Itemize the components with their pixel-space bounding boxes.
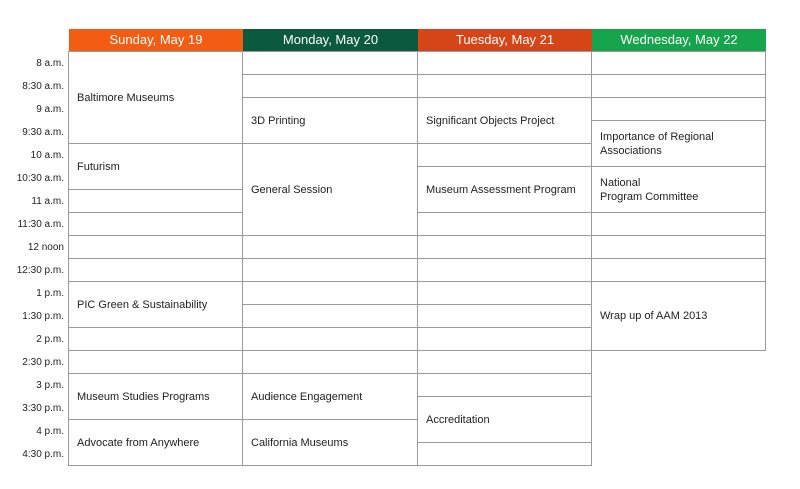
event-block[interactable] xyxy=(591,120,766,167)
event-title: Museum Assessment Program xyxy=(426,183,576,196)
empty-slot[interactable] xyxy=(591,74,766,98)
empty-slot[interactable] xyxy=(591,258,766,282)
time-label: 4:30 p.m. xyxy=(22,449,64,460)
time-label: 10:30 a.m. xyxy=(16,173,64,184)
event-block[interactable] xyxy=(242,373,418,420)
event-block[interactable] xyxy=(242,419,418,466)
event-title: PIC Green & Sustainability xyxy=(77,298,208,311)
empty-slot[interactable] xyxy=(242,51,418,75)
event-block[interactable] xyxy=(417,166,592,213)
empty-slot[interactable] xyxy=(417,281,592,305)
empty-slot[interactable] xyxy=(242,304,418,328)
empty-slot[interactable] xyxy=(417,235,592,259)
empty-slot[interactable] xyxy=(68,235,243,259)
day-header-4: Wednesday, May 22 xyxy=(592,29,766,51)
event-title: National Program Committee xyxy=(600,176,699,203)
empty-slot[interactable] xyxy=(591,97,766,121)
empty-slot[interactable] xyxy=(242,281,418,305)
time-label: 12 noon xyxy=(27,242,64,253)
event-title: 3D Printing xyxy=(251,114,306,127)
empty-slot[interactable] xyxy=(68,258,243,282)
empty-slot[interactable] xyxy=(417,350,592,374)
event-block[interactable] xyxy=(68,281,243,328)
time-label: 11 a.m. xyxy=(31,196,64,207)
event-block[interactable] xyxy=(68,51,243,144)
time-label: 3 p.m. xyxy=(36,380,64,391)
time-label: 9 a.m. xyxy=(36,104,64,115)
event-block[interactable] xyxy=(242,97,418,144)
time-label: 3:30 p.m. xyxy=(22,403,64,414)
empty-slot[interactable] xyxy=(591,51,766,75)
empty-slot[interactable] xyxy=(242,350,418,374)
empty-slot[interactable] xyxy=(68,350,243,374)
time-label: 1 p.m. xyxy=(36,288,64,299)
event-block[interactable] xyxy=(68,419,243,466)
empty-slot[interactable] xyxy=(417,304,592,328)
event-title: Baltimore Museums xyxy=(77,91,175,104)
empty-slot[interactable] xyxy=(68,327,243,351)
empty-slot[interactable] xyxy=(242,235,418,259)
time-label: 9:30 a.m. xyxy=(22,127,64,138)
event-title: California Museums xyxy=(251,436,349,449)
empty-slot[interactable] xyxy=(417,373,592,397)
empty-slot[interactable] xyxy=(591,212,766,236)
event-title: Advocate from Anywhere xyxy=(77,436,200,449)
event-title: Museum Studies Programs xyxy=(77,390,210,403)
empty-slot[interactable] xyxy=(417,143,592,167)
empty-slot[interactable] xyxy=(68,189,243,213)
event-block[interactable] xyxy=(242,143,418,236)
empty-slot[interactable] xyxy=(417,74,592,98)
event-title: Futurism xyxy=(77,160,120,173)
event-block[interactable] xyxy=(591,281,766,351)
day-header-2: Monday, May 20 xyxy=(243,29,418,51)
empty-slot[interactable] xyxy=(242,258,418,282)
time-label: 2:30 p.m. xyxy=(22,357,64,368)
empty-slot[interactable] xyxy=(417,258,592,282)
time-label: 1:30 p.m. xyxy=(22,311,64,322)
empty-slot[interactable] xyxy=(68,212,243,236)
event-title: Audience Engagement xyxy=(251,390,363,403)
empty-slot[interactable] xyxy=(591,235,766,259)
empty-slot[interactable] xyxy=(417,442,592,466)
event-title: Wrap up of AAM 2013 xyxy=(600,310,708,322)
time-label: 4 p.m. xyxy=(36,426,64,437)
day-header-3: Tuesday, May 21 xyxy=(418,29,592,51)
event-block[interactable] xyxy=(68,373,243,420)
event-block[interactable] xyxy=(417,396,592,443)
event-title: General Session xyxy=(251,183,333,196)
event-block[interactable] xyxy=(68,143,243,190)
empty-slot[interactable] xyxy=(417,212,592,236)
event-title: Importance of Regional Associations xyxy=(600,130,714,157)
time-label: 10 a.m. xyxy=(30,150,64,161)
time-label: 8:30 a.m. xyxy=(22,81,64,92)
empty-slot[interactable] xyxy=(242,74,418,98)
event-title: Accreditation xyxy=(426,413,490,426)
time-label: 8 a.m. xyxy=(36,58,64,69)
time-label: 2 p.m. xyxy=(36,334,64,345)
empty-slot[interactable] xyxy=(242,327,418,351)
event-block[interactable] xyxy=(417,97,592,144)
empty-slot[interactable] xyxy=(417,51,592,75)
event-title: Significant Objects Project xyxy=(426,114,555,127)
empty-slot[interactable] xyxy=(417,327,592,351)
time-label: 12:30 p.m. xyxy=(16,265,64,276)
event-block[interactable] xyxy=(591,166,766,213)
day-header-1: Sunday, May 19 xyxy=(69,29,243,51)
time-label: 11:30 a.m. xyxy=(17,219,64,230)
